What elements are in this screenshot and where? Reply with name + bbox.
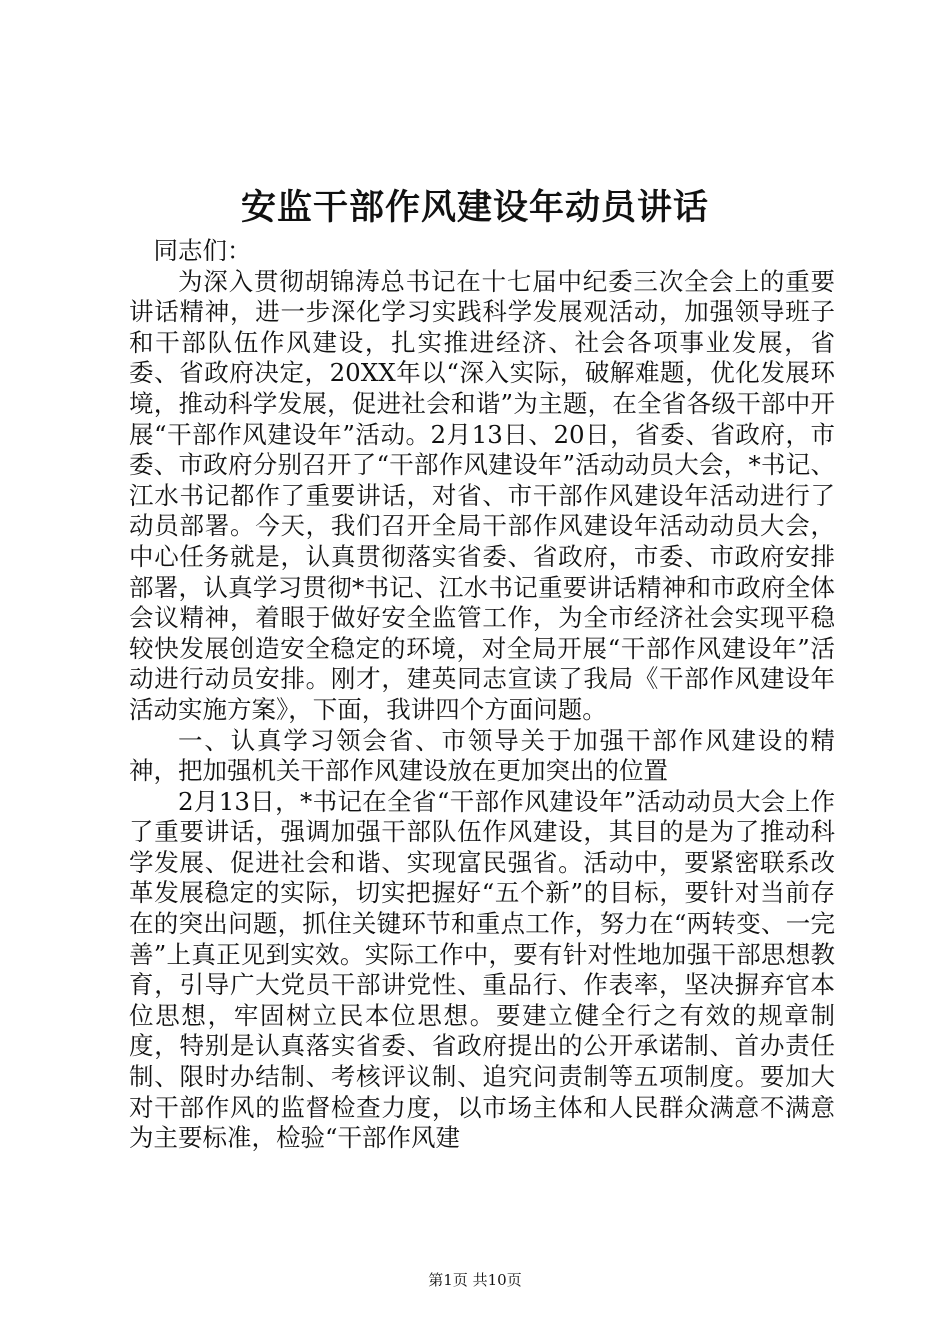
document-title: 安监干部作风建设年动员讲话 — [240, 187, 709, 228]
document-body — [129, 236, 835, 1154]
page-footer: 第1页 共10页 — [428, 1271, 522, 1289]
paragraph-intro: 为深入贯彻胡锦涛总书记在十七届中纪委三次全会上的重要讲话精神，进一步深化学习实践科学发展观活动，加强领导班子和干部队伍作风建设，扎实推进经济、社会各项事业发展，省委、省政府决定，20XX年以“深入实际，破解难题，优化发展环境，推动科学发展，促进社会和谐”为主题，在全省各级干部中开展“干部作风建设年”活动。2月13日、20日，省委、省政府，市委、市政府分别召开了“干部作风建设年”活动动员大会，*书记、江水书记都作了重要讲话，对省、市干部作风建设年活动进行了动员部署。今天，我们召开全局干部作风建设年活动动员大会，中心任务就是，认真贯彻落实省委、省政府，市委、市政府安排部署，认真学习贯彻*书记、江水书记重要讲话精神和市政府全体会议精神，着眼于做好安全监管工作，为全市经济社会实现平稳较快发展创造安全稳定的环境，对全局开展“干部作风建设年”活动进行动员安排。刚才，建英同志宣读了我局《干部作风建设年活动实施方案》，下面，我讲四个方面问题。 — [129, 266, 835, 724]
section-heading-1: 一、认真学习领会省、市领导关于加强干部作风建设的精神，把加强机关干部作风建设放在更加突出的位置 — [129, 725, 835, 786]
paragraph-section-1: 2月13日，*书记在全省“干部作风建设年”活动动员大会上作了重要讲话，强调加强干部队伍作风建设，其目的是为了推动科学发展、促进社会和谐、实现富民强省。活动中，要紧密联系改革发展稳定的实际，切实把握好“五个新”的目标，要针对当前存在的突出问题，抓住关键环节和重点工作，努力在“两转变、一完善”上真正见到实效。实际工作中，要有针对性地加强干部思想教育，引导广大党员干部讲党性、重品行、作表率，坚决摒弃官本位思想，牢固树立民本位思想。要建立健全行之有效的规章制度，特别是认真落实省委、省政府提出的公开承诺制、首办责任制、限时办结制、考核评议制、追究问责制等五项制度。要加大对干部作风的监督检查力度，以市场主体和人民群众满意不满意为主要标准，检验“干部作风建 — [129, 786, 835, 1153]
salutation: 同志们： — [153, 236, 252, 265]
